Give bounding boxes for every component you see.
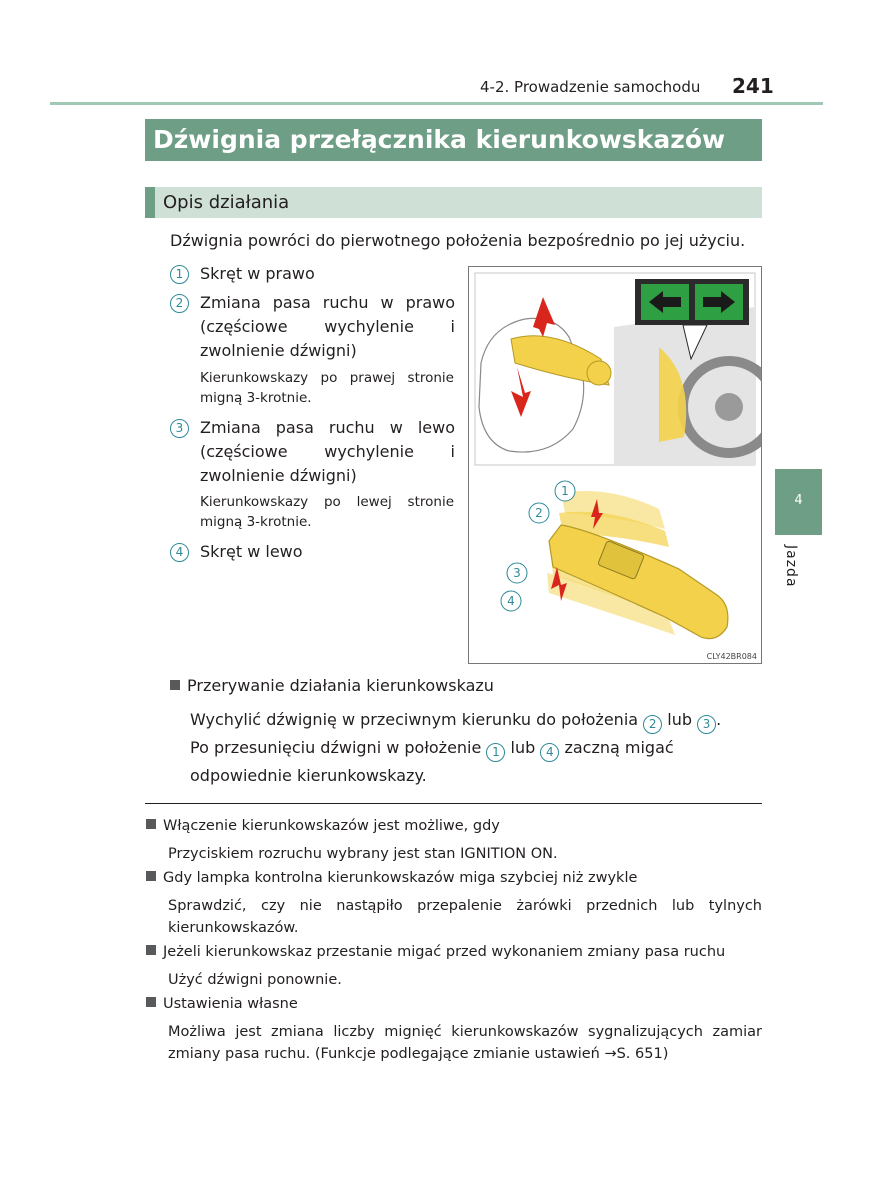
lever-knob: [587, 361, 611, 385]
subsection-line-1: [190, 706, 760, 734]
number-circle: 3: [170, 419, 189, 438]
note-heading: [146, 870, 637, 886]
figure-label-4: 4: [507, 594, 515, 608]
subsection-heading: [170, 676, 494, 695]
number-circle: 2: [643, 715, 662, 734]
text-run: Wychylić dźwignię w przeciwnym kierunku do położenia: [190, 710, 639, 729]
number-circle: 3: [697, 715, 716, 734]
steering-hub: [715, 393, 743, 421]
number-circle: 1: [170, 265, 189, 284]
number-circle: 4: [540, 743, 559, 762]
turn-signal-lever-figure: [468, 266, 762, 664]
page-number: 241: [732, 74, 774, 98]
item-3: [170, 416, 455, 488]
note-heading-text: Gdy lampka kontrolna kierunkowskazów miga szybciej niż zwykle: [163, 870, 638, 886]
square-bullet-icon: [146, 819, 156, 829]
chapter-tab: [775, 469, 822, 535]
subsection-body: [190, 706, 760, 790]
item-2: [170, 291, 455, 363]
number-circle: 4: [170, 543, 189, 562]
subsection-heading-text: Przerywanie działania kierunkowskazu: [187, 676, 494, 695]
item-1: [170, 262, 455, 286]
note-body: Możliwa jest zmiana liczby mignięć kierunkowskazów sygnalizujących zamiar zmiany pasa ruchu. (Funkcje podlegające zmianie ustawień →S. 651): [168, 1024, 762, 1062]
divider: [145, 803, 762, 804]
item-text: Skręt w prawo: [200, 264, 315, 283]
subsection-line-2: [190, 734, 760, 790]
figure-label-3: 3: [513, 566, 521, 580]
note-heading: [146, 944, 725, 960]
chapter-number: 4: [794, 493, 803, 508]
note-heading-text: Ustawienia własne: [163, 996, 298, 1012]
item-text: Skręt w lewo: [200, 542, 303, 561]
figure-label-1: 1: [561, 484, 569, 498]
square-bullet-icon: [170, 680, 180, 690]
item-text: Zmiana pasa ruchu w prawo (częściowe wychylenie i zwolnienie dźwigni): [200, 293, 455, 360]
figure-label-2: 2: [535, 506, 543, 520]
text-run: lub: [510, 738, 536, 757]
text-run: zaczną migać odpowiednie kierunkowskazy.: [190, 738, 674, 785]
square-bullet-icon: [146, 997, 156, 1007]
page-title: Dźwignia przełącznika kierunkowskazów: [145, 119, 762, 161]
note-heading: [146, 996, 298, 1012]
item-text: Zmiana pasa ruchu w lewo (częściowe wychylenie i zwolnienie dźwigni): [200, 418, 455, 485]
note-body: Użyć dźwigni ponownie.: [168, 972, 342, 988]
note-heading-text: Włączenie kierunkowskazów jest możliwe, gdy: [163, 818, 500, 834]
text-run: .: [716, 710, 722, 729]
note-heading-text: Jeżeli kierunkowskaz przestanie migać przed wykonaniem zmiany pasa ruchu: [163, 944, 726, 960]
note-body: Sprawdzić, czy nie nastąpiło przepalenie żarówki przednich lub tylnych kierunkowskazów.: [168, 898, 762, 936]
section-title: Opis działania: [145, 187, 762, 218]
square-bullet-icon: [146, 945, 156, 955]
item-3-note: Kierunkowskazy po lewej stronie migną 3-krotnie.: [200, 494, 454, 530]
item-2-note: Kierunkowskazy po prawej stronie migną 3-krotnie.: [200, 370, 454, 406]
lever-illustration: [547, 491, 728, 639]
text-run: lub: [667, 710, 692, 729]
note-body: Przyciskiem rozruchu wybrany jest stan IGNITION ON.: [168, 846, 558, 862]
item-4: [170, 540, 455, 564]
square-bullet-icon: [146, 871, 156, 881]
chapter-label: Jazda: [783, 545, 799, 588]
number-circle: 1: [486, 743, 505, 762]
figure-svg: [469, 267, 761, 663]
text-run: Po przesunięciu dźwigni w położenie: [190, 738, 482, 757]
number-circle: 2: [170, 294, 189, 313]
note-heading: [146, 818, 500, 834]
running-title: 4-2. Prowadzenie samochodu: [480, 78, 701, 96]
figure-code: CLY42BR084: [706, 652, 757, 661]
header-rule: [50, 102, 823, 105]
section-intro: Dźwignia powróci do pierwotnego położenia bezpośrednio po jej użyciu.: [170, 231, 746, 250]
